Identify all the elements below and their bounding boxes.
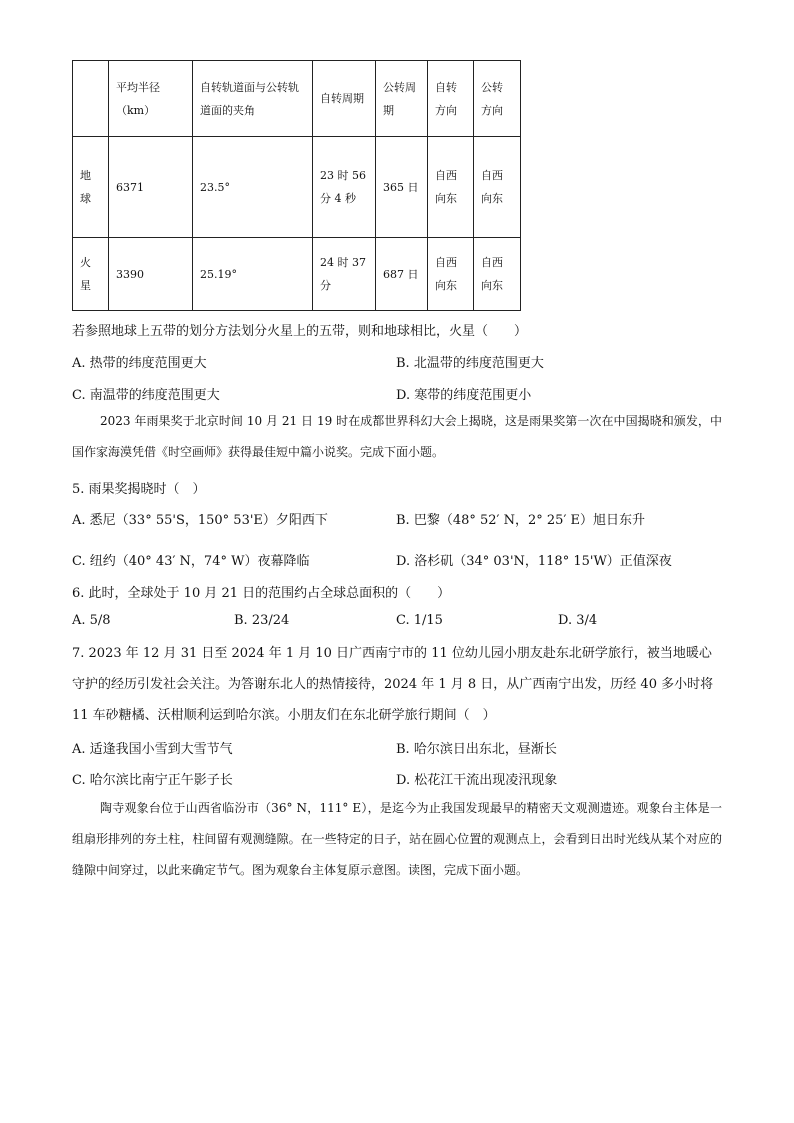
question-4-stem: 若参照地球上五带的划分方法划分火星上的五带，则和地球相比，火星（ ） [72,324,528,339]
table-cell: 3390 [109,238,193,311]
question-7-option-d[interactable]: D. 松花江干流出现凌汛现象 [396,773,558,788]
question-7-stem: 7. 2023 年 12 月 31 日至 2024 年 1 月 10 日广西南宁市的 11 位幼儿园小朋友赴东北研学旅行，被当地暖心守护的经历引发社会关注。为答谢东北人的热情接待，2024 年 1 月 8 日，从广西南宁出发，历经 40 多小时将 11 车砂糖橘、沃柑顺利运到哈尔滨。小朋友们在东北研学旅行期间（ ） [72,646,714,723]
table-header-cell: 自转方向 [428,61,474,137]
table-cell: 自西向东 [428,238,474,311]
table-cell: 火星 [73,238,109,311]
question-5-option-c[interactable]: C. 纽约（40° 43′ N，74° W）夜幕降临 [72,554,310,569]
table-cell: 自西向东 [474,238,521,311]
table-cell: 地球 [73,137,109,238]
table-cell: 23 时 56 分 4 秒 [313,137,376,238]
question-4-option-c[interactable]: C. 南温带的纬度范围更大 [72,388,220,403]
table-cell: 687 日 [376,238,428,311]
table-header-row [73,61,521,137]
question-6-option-c[interactable]: C. 1/15 [396,613,443,628]
question-4-option-d[interactable]: D. 寒带的纬度范围更小 [396,388,532,403]
question-7-option-b[interactable]: B. 哈尔滨日出东北，昼渐长 [396,742,557,757]
question-6-option-a[interactable]: A. 5/8 [72,613,111,628]
table-header-cell: 公转周期 [376,61,428,137]
question-4-option-b[interactable]: B. 北温带的纬度范围更大 [396,356,544,371]
table-cell: 365 日 [376,137,428,238]
passage-taosi-observatory: 陶寺观象台位于山西省临汾市（36° N，111° E），是迄今为止我国发现最早的精密天文观测遗迹。观象台主体是一组扇形排列的夯土柱，柱间留有观测缝隙。在一些特定的日子，站在圆心位置的观测点上，会看到日出时光线从某个对应的缝隙中间穿过，以此来确定节气。图为观象台主体复原示意图。读图，完成下面小题。 [72,801,722,877]
table-cell: 25.19° [193,238,313,311]
table-header-cell [73,61,109,137]
table-header-cell: 平均半径（km） [109,61,193,137]
table-cell: 23.5° [193,137,313,238]
question-7-option-c[interactable]: C. 哈尔滨比南宁正午影子长 [72,773,233,788]
question-6-stem: 6. 此时，全球处于 10 月 21 日的范围约占全球总面积的（ ） [72,586,451,601]
table-cell: 自西向东 [474,137,521,238]
question-4-option-a[interactable]: A. 热带的纬度范围更大 [72,356,207,371]
table-row [73,238,521,311]
table-cell: 6371 [109,137,193,238]
question-5-option-d[interactable]: D. 洛杉矶（34° 03'N，118° 15'W）正值深夜 [396,554,672,569]
question-7-option-a[interactable]: A. 适逢我国小雪到大雪节气 [72,742,233,757]
passage-hugo-award: 2023 年雨果奖于北京时间 10 月 21 日 19 时在成都世界科幻大会上揭晓，这是雨果奖第一次在中国揭晓和颁发，中国作家海漠凭借《时空画师》获得最佳短中篇小说奖。完成下面小题。 [72,414,722,459]
table-header-cell: 公转方向 [474,61,521,137]
question-5-option-a[interactable]: A. 悉尼（33° 55'S，150° 53'E）夕阳西下 [72,513,328,528]
question-5-option-b[interactable]: B. 巴黎（48° 52′ N，2° 25′ E）旭日东升 [396,513,646,528]
table-header-cell: 自转周期 [313,61,376,137]
planet-comparison-table [72,60,521,311]
table-header-cell: 自转轨道面与公转轨道面的夹角 [193,61,313,137]
question-5-stem: 5. 雨果奖揭晓时（ ） [72,482,206,497]
question-6-option-b[interactable]: B. 23/24 [234,613,290,628]
table-cell: 自西向东 [428,137,474,238]
table-row [73,137,521,238]
question-6-option-d[interactable]: D. 3/4 [558,613,598,628]
table-cell: 24 时 37 分 [313,238,376,311]
